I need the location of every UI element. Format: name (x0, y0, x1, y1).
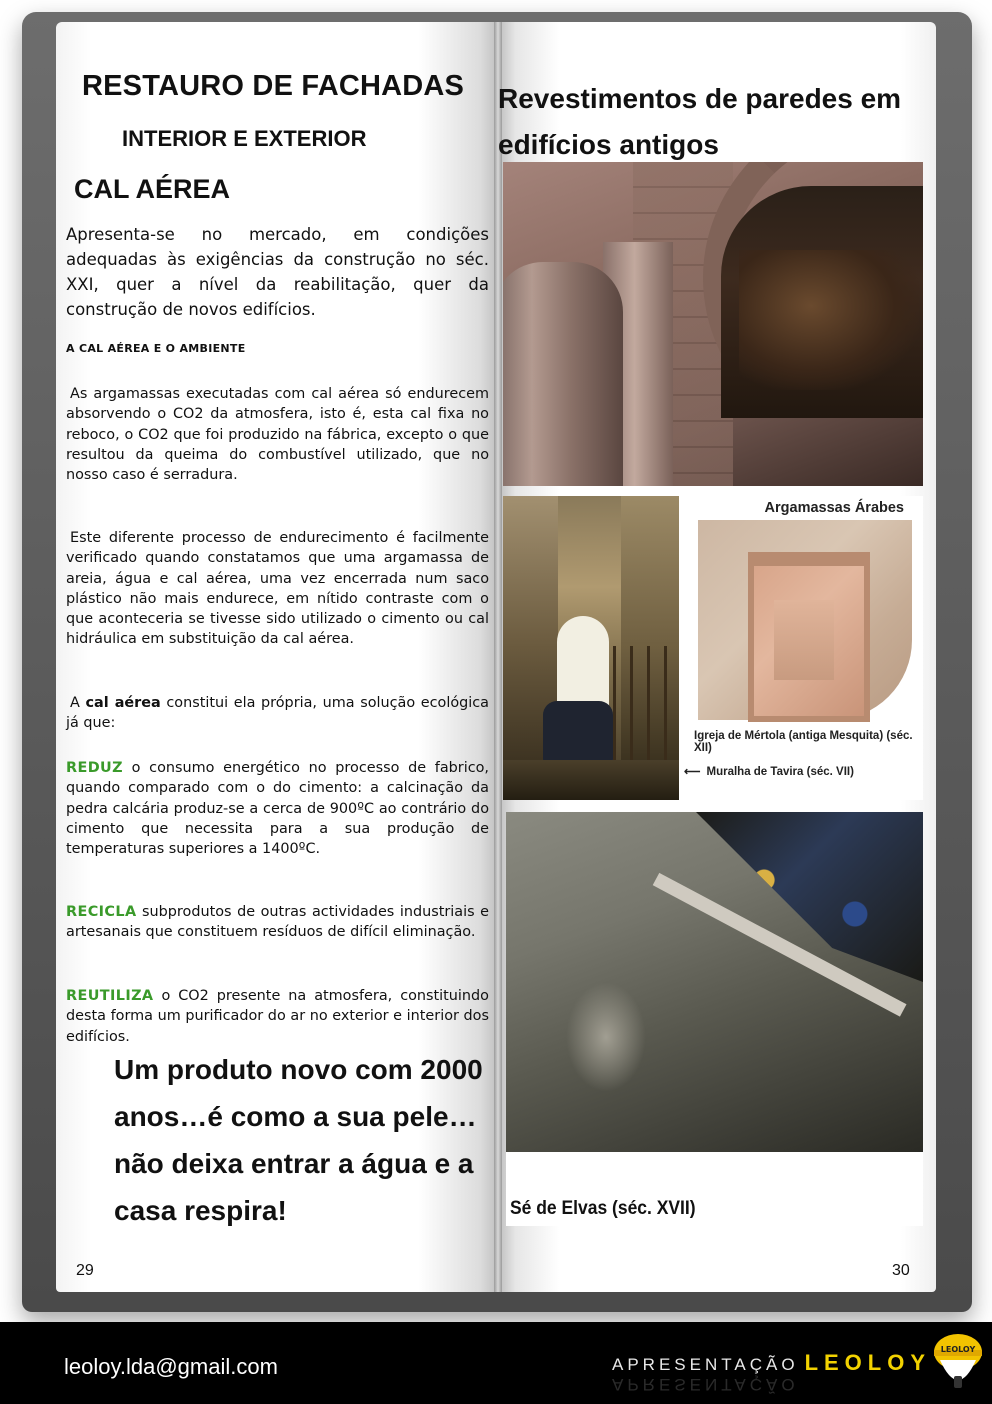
paragraph-recicla: RECICLA subprodutos de outras actividades industriais e artesanais que constituem resíduos de difícil eliminação. (66, 904, 489, 941)
slogan-quote: Um produto novo com 2000 anos…é como a sua pele…não deixa entrar a água e a casa respira! (114, 1054, 483, 1226)
church-interior-photo (503, 162, 923, 486)
caption-elvas: Sé de Elvas (séc. XVII) (510, 1198, 696, 1219)
right-page-title: Revestimentos de paredes em edifícios antigos (498, 83, 902, 160)
paragraph-reutiliza: REUTILIZA o CO2 presente na atmosfera, constituindo desta forma um purificador do ar no exterior e interior dos edifícios. (66, 988, 489, 1045)
svg-text:LEOLOY: LEOLOY (940, 1345, 976, 1354)
intro-paragraph: Apresenta-se no mercado, em condições adequadas às exigências da construção no séc. XXI, quer a nível da reabilitação, quer da construção de novos edifícios. (66, 225, 489, 319)
panel-title: Argamassas Árabes (764, 500, 904, 516)
paragraph-reduz: REDUZ o consumo energético no processo de fabrico, quando comparado com o do cimento: a calcinação da pedra calcária produz-se a cerca de 900ºC ao contrário do cimento que necessita para a sua produção de temperaturas superiores a 1400ºC. (66, 760, 489, 858)
section-title: CAL AÉREA (74, 174, 231, 204)
arrow-left-icon: ⟵ (684, 766, 701, 778)
keyword-reutiliza: REUTILIZA (66, 988, 154, 1004)
brand-reflection: APRESENTAÇÃO (612, 1375, 799, 1394)
contact-email[interactable]: leoloy.lda@gmail.com (64, 1354, 278, 1379)
page-number-left: 29 (76, 1262, 94, 1279)
ruin-interior-photo (503, 496, 679, 800)
arabic-mortar-panel (684, 496, 923, 800)
brand-name: LEOLOY (804, 1350, 932, 1375)
page-title: RESTAURO DE FACHADAS (82, 70, 465, 102)
page-subtitle: INTERIOR E EXTERIOR (122, 126, 367, 151)
environment-heading: A CAL AÉREA E O AMBIENTE (66, 342, 246, 355)
page-number-right: 30 (892, 1262, 910, 1279)
keyword-recicla: RECICLA (66, 904, 137, 920)
paragraph-hardening: As argamassas executadas com cal aérea só endurecem absorvendo o CO2 da atmosfera, isto é, esta cal fixa no reboco, o CO2 que foi produzido na fábrica, excepto o que resultou da queima do combustível utilizado, que no nosso caso é serradura. (66, 386, 489, 484)
book-spine (494, 22, 502, 1292)
keyword-reduz: REDUZ (66, 760, 123, 776)
leoloy-helmet-logo-icon (930, 1330, 986, 1400)
caption-mertola: Igreja de Mértola (antiga Mesquita) (séc. XII) (694, 730, 913, 754)
bold-cal-aerea: cal aérea (85, 695, 161, 711)
se-elvas-photo (506, 812, 923, 1226)
caption-tavira: ⟵ Muralha de Tavira (séc. VII) (684, 766, 854, 778)
paragraph-process: Este diferente processo de endurecimento é facilmente verificado quando constatamos que uma argamassa de areia, água e cal aérea, uma vez encerrada num saco plástico não mais endurece, em nítido contraste com o que aconteceria se tivesse sido utilizado o cimento ou cal hidráulica em substituição da cal aérea. (66, 530, 489, 648)
paragraph-ecological: A cal aérea constitui ela própria, uma solução ecológica já que: (66, 695, 490, 732)
brand-presentation: APRESENTAÇÃO LEOLOY (612, 1350, 932, 1375)
